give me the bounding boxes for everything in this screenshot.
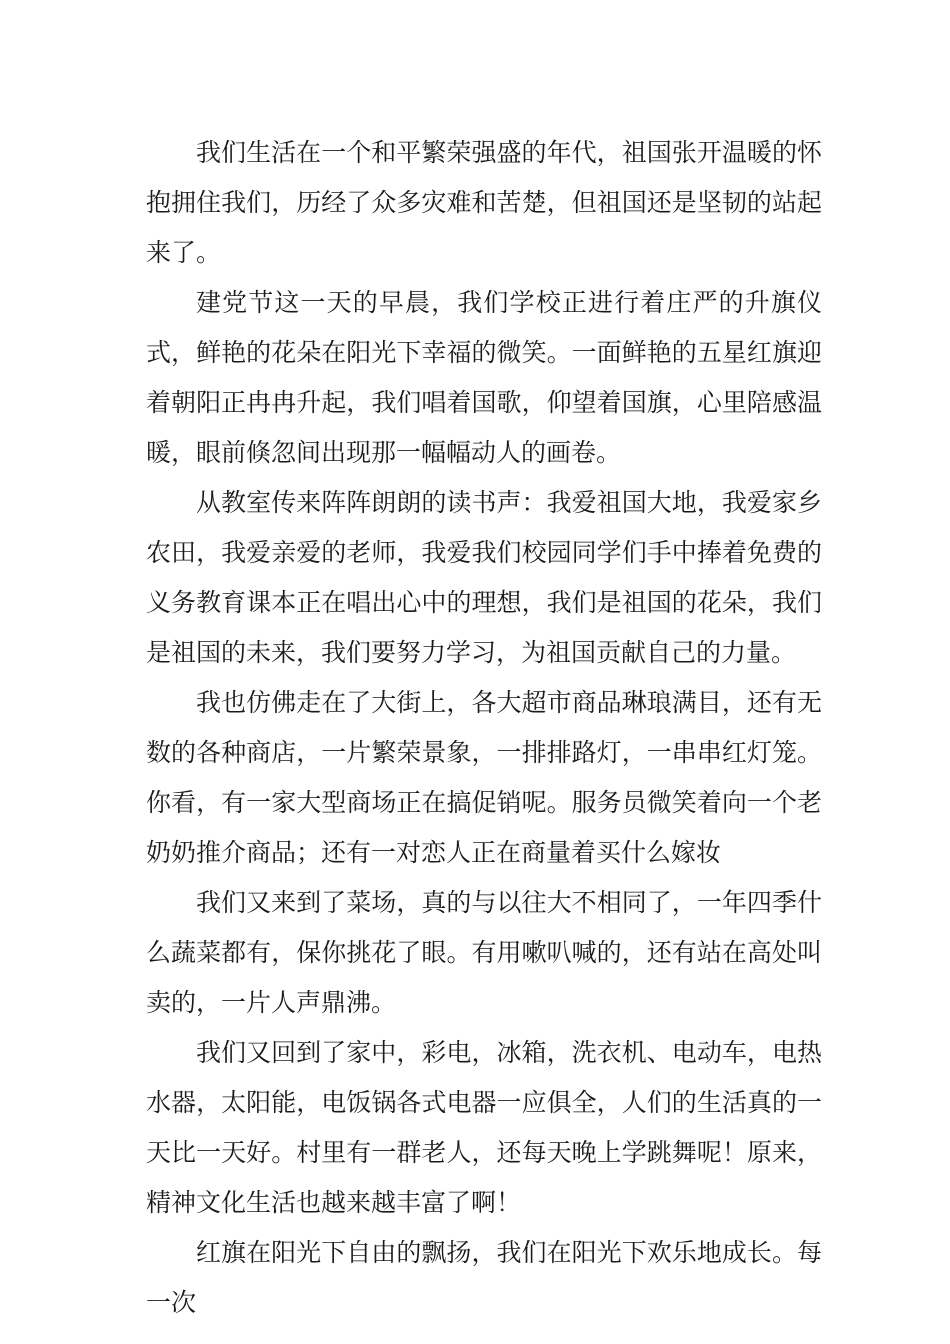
- paragraph-7: 红旗在阳光下自由的飘扬，我们在阳光下欢乐地成长。每一次: [146, 1238, 822, 1317]
- paragraph-3: 从教室传来阵阵朗朗的读书声：我爱祖国大地，我爱家乡农田，我爱亲爱的老师，我爱我们校园同学们手中捧着免费的义务教育课本正在唱出心中的理想，我们是祖国的花朵，我们是祖国的未来，我们要努力学习，为祖国贡献自己的力量。: [146, 488, 822, 667]
- paragraph-6: 我们又回到了家中，彩电，冰箱，洗衣机、电动车，电热水器，太阳能，电饭锅各式电器一应俱全，人们的生活真的一天比一天好。村里有一群老人，还每天晚上学跳舞呢！原来，精神文化生活也越来越丰富了啊！: [146, 1038, 822, 1217]
- paragraph-2: 建党节这一天的早晨，我们学校正进行着庄严的升旗仪式，鲜艳的花朵在阳光下幸福的微笑。一面鲜艳的五星红旗迎着朝阳正冉冉升起，我们唱着国歌，仰望着国旗，心里陪感温暖，眼前倏忽间出现那一幅幅动人的画卷。: [146, 288, 822, 467]
- paragraph-5: 我们又来到了菜场，真的与以往大不相同了，一年四季什么蔬菜都有，保你挑花了眼。有用嗽叭喊的，还有站在高处叫卖的，一片人声鼎沸。: [146, 888, 822, 1017]
- paragraph-1: 我们生活在一个和平繁荣强盛的年代，祖国张开温暖的怀抱拥住我们，历经了众多灾难和苦楚，但祖国还是坚韧的站起来了。: [146, 138, 822, 267]
- paragraph-4: 我也仿佛走在了大街上，各大超市商品琳琅满目，还有无数的各种商店，一片繁荣景象，一排排路灯，一串串红灯笼。你看，有一家大型商场正在搞促销呢。服务员微笑着向一个老奶奶推介商品；还有一对恋人正在商量着买什么嫁妆: [146, 688, 822, 867]
- document-body: [146, 128, 822, 1328]
